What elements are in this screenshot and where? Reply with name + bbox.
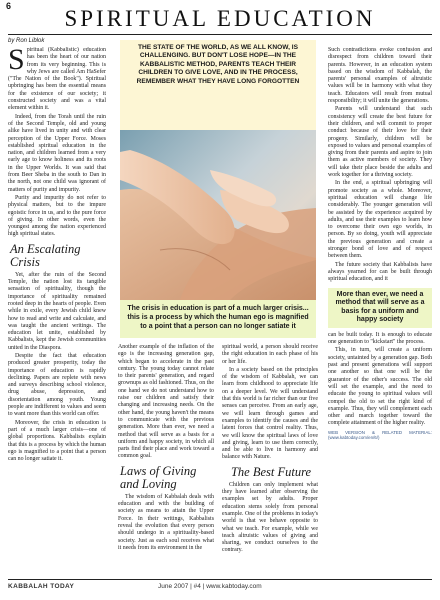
- column-left: [8, 47, 106, 577]
- paragraph: Despite the fact that education produced greater prosperity, today the importance of education is rapidly declining. Papers are replete with news and surveys describing school violence, drug abuse, depression, and disorientation among youth. Young people are indifferent to values and seem to want more than this world can offer.: [8, 352, 106, 418]
- paragraph: In a society based on the principles of the wisdom of Kabbalah, we can learn from childhood to appreciate life on a deeper level. We will understand that this world is far richer than our five senses can perceive. From an early age, we will learn through games and examples to identify the causes and the latent forces that control reality. Thus, we will know the spiritual laws of love and giving, learn to use them correctly, and be able to live in harmony and balance with Nature.: [222, 366, 318, 461]
- paragraph: Moreover, the crisis in education is part of a much larger crisis—one of global proportions. Kabbalists explain that this is a process by which the human ego is magnified to a point that a person can no longer satiate it.: [8, 419, 106, 463]
- paragraph: Purity and impurity do not refer to physical matters, but to the impure egoistic force in us, and to the pure force of giving. In other words, even the youngest among the nation experienced high spiritual states.: [8, 194, 106, 238]
- column-middle-left: [118, 344, 214, 553]
- byline: by Ron Liblok: [8, 38, 45, 44]
- subheading: Laws of Giving and Loving: [120, 463, 197, 491]
- paragraph: The future society that Kabbalists have always yearned for can be built through spiritual education, and it: [328, 261, 432, 283]
- bottom-rule: [8, 579, 432, 580]
- column-right: [328, 47, 432, 577]
- paragraph: Children can only implement what they have learned after observing the examples set by adults. Proper education stems solely from personal example. One of the problems in today's world is that we behave opposite to what we teach. For example, while we teach altruistic values of giving and sharing, we conduct ourselves to the contrary.: [222, 481, 318, 554]
- quote-box: [120, 40, 316, 130]
- paragraph: The wisdom of Kabbalah deals with education and with the building of society as means to attain the Upper Force. In their writings, Kabbalists reveal the evolution that every person should undergo in a spirituality-based society. Just as each soul receives what it needs from its environment in the: [118, 493, 214, 551]
- paragraph: This, in turn, will create a uniform society, untainted by a generation gap. Both past and present generations will support one another so that one will be the guarantor of the other's success. The old will set the example, and the need to educate the young to spiritual values will compel the old to set the right kind of example. Thus, they will complement each other and march together toward the complete attainment of the higher reality.: [328, 347, 432, 427]
- pull-quote: More than ever, we need a method that will serve as a basis for a uniform and happy society: [335, 290, 425, 324]
- column-middle-right: [222, 344, 318, 556]
- paragraph: In the end, a spiritual upbringing will promote society as a whole. Moreover, spiritual education will change life considerably. The younger generation will be assisted by the experience acquired by adults, and use their examples to learn how to overcome their own ego worlds, in person. By so doing, youth will appreciate the previous generation and create a stronger bond of love and of respect between them.: [328, 180, 432, 260]
- paragraph: spiritual world, a person should receive the right education in each phase of his or her life.: [222, 344, 318, 365]
- paragraph-text: piritual (Kabbalistic) education has been the heart of our nation from its very beginning. This is why Jews are called Am HaSefer ("The Nation of the Book"). Spiritual upbringing has been the essential means for the existence of our society; it constructed society and was a vital element within it.: [8, 47, 106, 112]
- paragraph: Yet, after the ruin of the Second Temple, the nation lost its tangible sensation of spirituality, though the importance of spirituality remained rooted deep in the hearts of people. Even while in exile, every Jewish child knew how to read and write and calculate, and was taught the ancient writings. The education let unite, established by Kabbalists, kept the Jewish communities united in the Diaspora.: [8, 271, 106, 351]
- page-number: 6: [6, 1, 12, 11]
- paragraph: [8, 47, 106, 113]
- article-title: SPIRITUAL EDUCATION: [64, 6, 376, 31]
- paragraph: Indeed, from the Torah until the ruin of the Second Temple, old and young alike have lived in unity and with clear perception of the Upper Force. Moses established spiritual education in the nation, and children learned from a very early age to know holiness and its roots in the Upper Worlds. It was said that from Beer Sheba in the south to Dan in the north, not one child was ignorant of matters of purity and impurity.: [8, 113, 106, 193]
- paragraph: Another example of the inflation of the ego is the increasing generation gap, which began to accelerate in the past century. The young today cannot relate to their parents' generation, and regard grownups as old fashioned. Thus, on the one hand we do not understand how to raise our children and satisfy their changing and increasing needs. On the other hand, the young haven't the means to communicate with the previous generation. More than ever, we need a method that will serve as a basis for a uniform and happy society, in which all parts find their place and work toward a common goal.: [118, 344, 214, 460]
- quote-text: THE STATE OF THE WORLD, AS WE ALL KNOW, IS CHALLENGING. BUT DON'T LOSE HOPE—IN THE KABBALISTIC METHOD, PARENTS TEACH THEIR CHILDREN TO GIVE LOVE, AND IN THE PROCESS, REMEMBER WHAT THEY HAVE LONG FORGOTTEN: [136, 44, 300, 85]
- web-credit-link[interactable]: WEB VERSION & RELATED MATERIAL: (www.kabtoday.com/en/6/): [328, 429, 432, 441]
- footer: [8, 583, 432, 590]
- issue-meta: June 2007 | #4 | www.kabtoday.com: [158, 583, 262, 590]
- top-rule: [8, 34, 432, 35]
- publication-name: KABBALAH TODAY: [8, 583, 75, 590]
- paragraph: can be built today. It is enough to educate one generation to "kickstart" the process.: [328, 331, 432, 346]
- pull-quote-box: [328, 288, 432, 328]
- hands-photo: [120, 130, 316, 300]
- photo-caption: The crisis in education is part of a much larger crisis... this is a process by which the human ego is magnified to a point that a person can no longer satiate it: [127, 305, 309, 331]
- photo-caption-box: [120, 300, 316, 338]
- drop-cap: S: [8, 47, 25, 76]
- paragraph: Such contradictions evoke confusion and disrespect from children toward their parents. However, in an education system based on the wisdom of Kabbalah, the parents' personal examples of altruistic values will be in harmony with what they teach. Educators will result from mutual responsibility; it will unite the generations.: [328, 47, 432, 105]
- subheading: An Escalating Crisis: [10, 241, 81, 269]
- hands-illustration: [120, 130, 316, 300]
- column-middle: [118, 344, 318, 556]
- subheading: The Best Future: [230, 464, 312, 479]
- paragraph: Parents will understand that such consistency will create the best future for their children, and will commit to proper conduct because of their love for their progeny. Similarly, children will be exposed to values and personal examples of giving from their parents and aspire to join them as active members of society. They will take their place beside the adults and work together for a thriving society.: [328, 106, 432, 179]
